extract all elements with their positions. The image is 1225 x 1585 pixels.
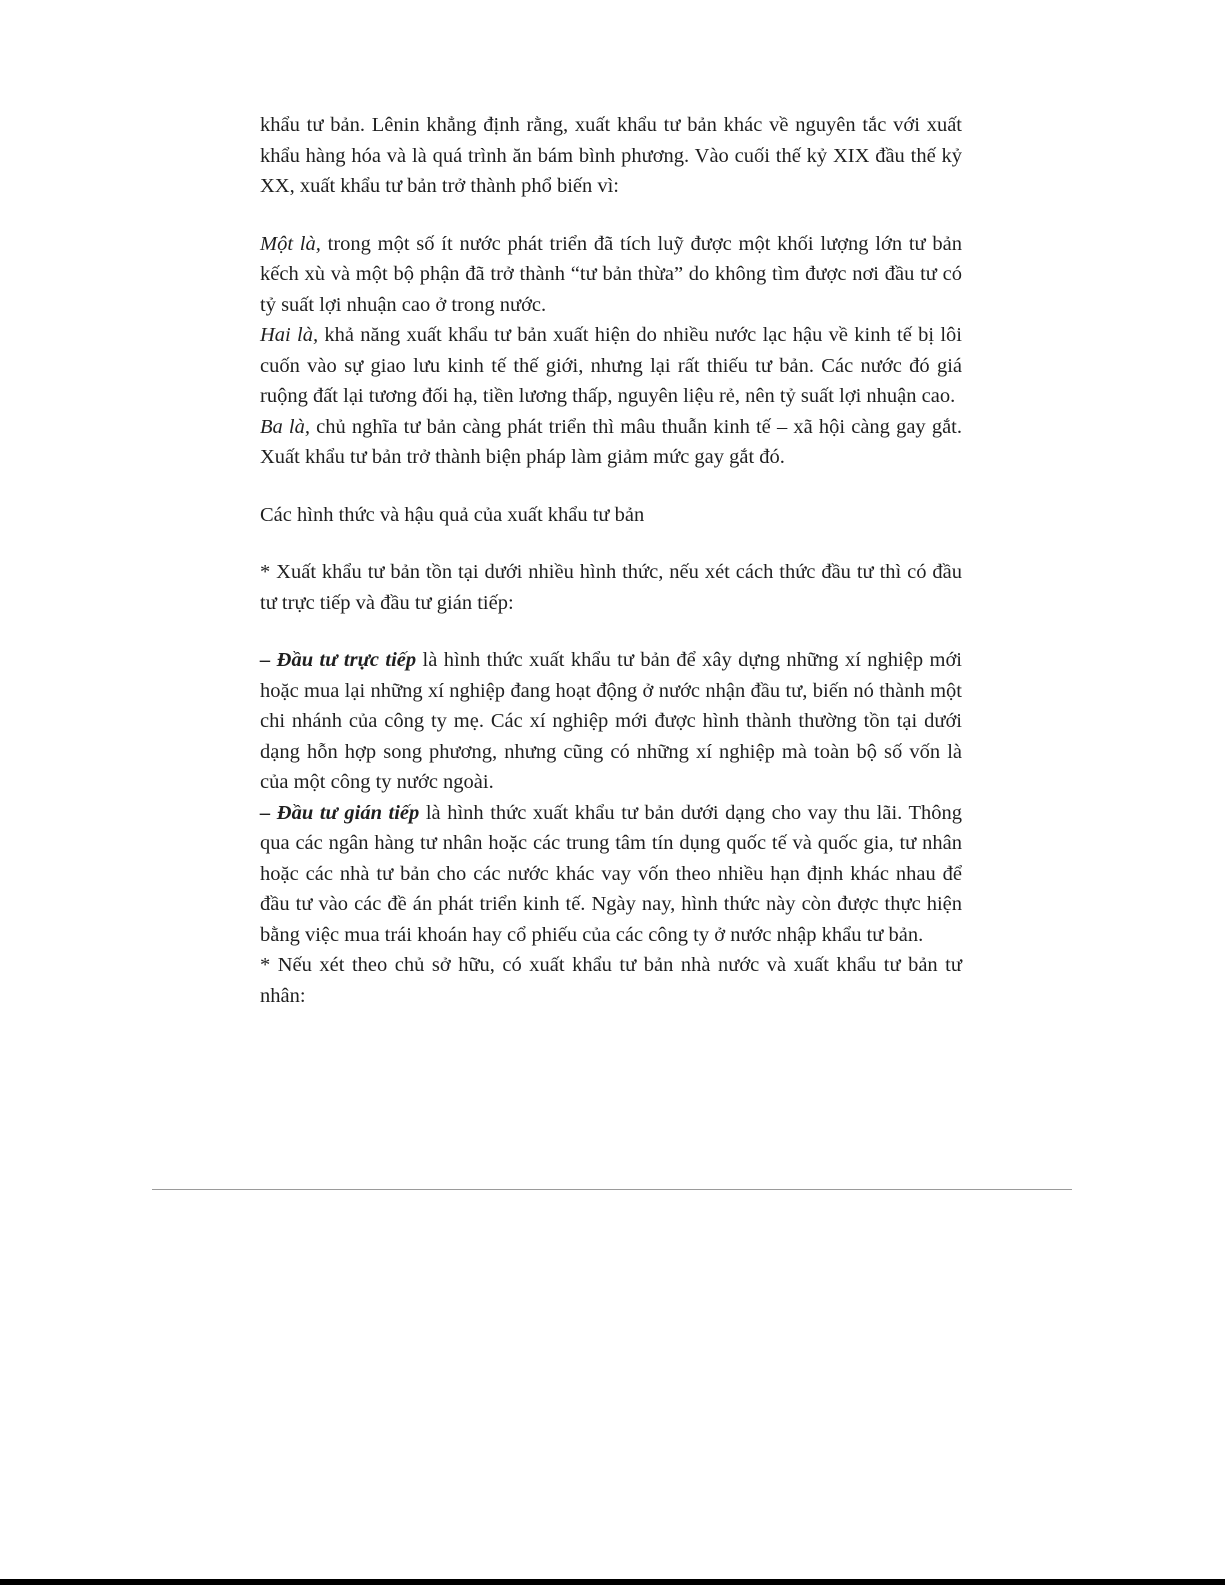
paragraph-reason-three [260, 412, 962, 473]
paragraph-intro-text: khẩu tư bản. Lênin khẳng định rằng, xuất khẩu tư bản khác về nguyên tắc với xuất khẩu hàng hóa và là quá trình ăn bám bình phương. Vào cuối thế kỷ XIX đầu thế kỷ XX, xuất khẩu tư bản trở thành phổ biến vì: [260, 114, 962, 197]
paragraph-reason-two [260, 320, 962, 412]
ownership-text: * Nếu xét theo chủ sở hữu, có xuất khẩu tư bản nhà nước và xuất khẩu tư bản tư nhân: [260, 954, 962, 1007]
reason-three-text: chủ nghĩa tư bản càng phát triển thì mâu thuẫn kinh tế – xã hội càng gay gắt. Xuất khẩu tư bản trở thành biện pháp làm giảm mức gay gắt đó. [260, 415, 963, 468]
page-separator-line [152, 1189, 1072, 1190]
indirect-investment-lead: – Đầu tư gián tiếp [260, 801, 420, 824]
section-heading-text: Các hình thức và hậu quả của xuất khẩu tư bản [260, 503, 645, 526]
reason-one-lead: Một là, [260, 232, 321, 255]
reason-three-lead: Ba là, [260, 415, 311, 438]
forms-intro-text: * Xuất khẩu tư bản tồn tại dưới nhiều hình thức, nếu xét cách thức đầu tư thì có đầu tư trực tiếp và đầu tư gián tiếp: [260, 561, 962, 614]
paragraph-indirect-investment [260, 798, 962, 951]
reason-two-text: khả năng xuất khẩu tư bản xuất hiện do nhiều nước lạc hậu về kinh tế bị lôi cuốn vào sự giao lưu kinh tế thế giới, nhưng lại rất thiếu tư bản. Các nước đó giá ruộng đất lại tương đối hạ, tiền lương thấp, nguyên liệu rẻ, nên tỷ suất lợi nhuận cao. [260, 324, 962, 407]
paragraph-ownership [260, 950, 962, 1011]
direct-investment-text: là hình thức xuất khẩu tư bản để xây dựng những xí nghiệp mới hoặc mua lại những xí nghiệp đang hoạt động ở nước nhận đầu tư, biến nó thành một chi nhánh của công ty mẹ. Các xí nghiệp mới được hình thành thường tồn tại dưới dạng hỗn hợp song phương, nhưng cũng có những xí nghiệp mà toàn bộ số vốn là của một công ty nước ngoài. [260, 649, 962, 793]
reason-two-lead: Hai là, [260, 324, 319, 346]
section-heading [260, 500, 962, 531]
paragraph-intro [260, 110, 962, 202]
reason-one-text: trong một số ít nước phát triển đã tích luỹ được một khối lượng lớn tư bản kếch xù và một bộ phận đã trở thành “tư bản thừa” do không tìm được nơi đầu tư có tỷ suất lợi nhuận cao ở trong nước. [260, 232, 962, 316]
indirect-investment-text: là hình thức xuất khẩu tư bản dưới dạng cho vay thu lãi. Thông qua các ngân hàng tư nhân hoặc các trung tâm tín dụng quốc tế và quốc gia, tư nhân hoặc các nhà tư bản cho các nước khác vay vốn theo nhiều hạn định khác nhau để đầu tư vào các đề án phát triển kinh tế. Ngày nay, hình thức này còn được thực hiện bằng việc mua trái khoán hay cổ phiếu của các công ty ở nước nhập khẩu tư bản. [260, 801, 962, 946]
direct-investment-lead: – Đầu tư trực tiếp [260, 649, 417, 671]
paragraph-direct-investment [260, 645, 962, 798]
document-body [260, 110, 962, 1011]
paragraph-reason-one [260, 229, 962, 321]
bottom-edge-bar [0, 1579, 1225, 1585]
paragraph-forms-intro [260, 557, 962, 618]
